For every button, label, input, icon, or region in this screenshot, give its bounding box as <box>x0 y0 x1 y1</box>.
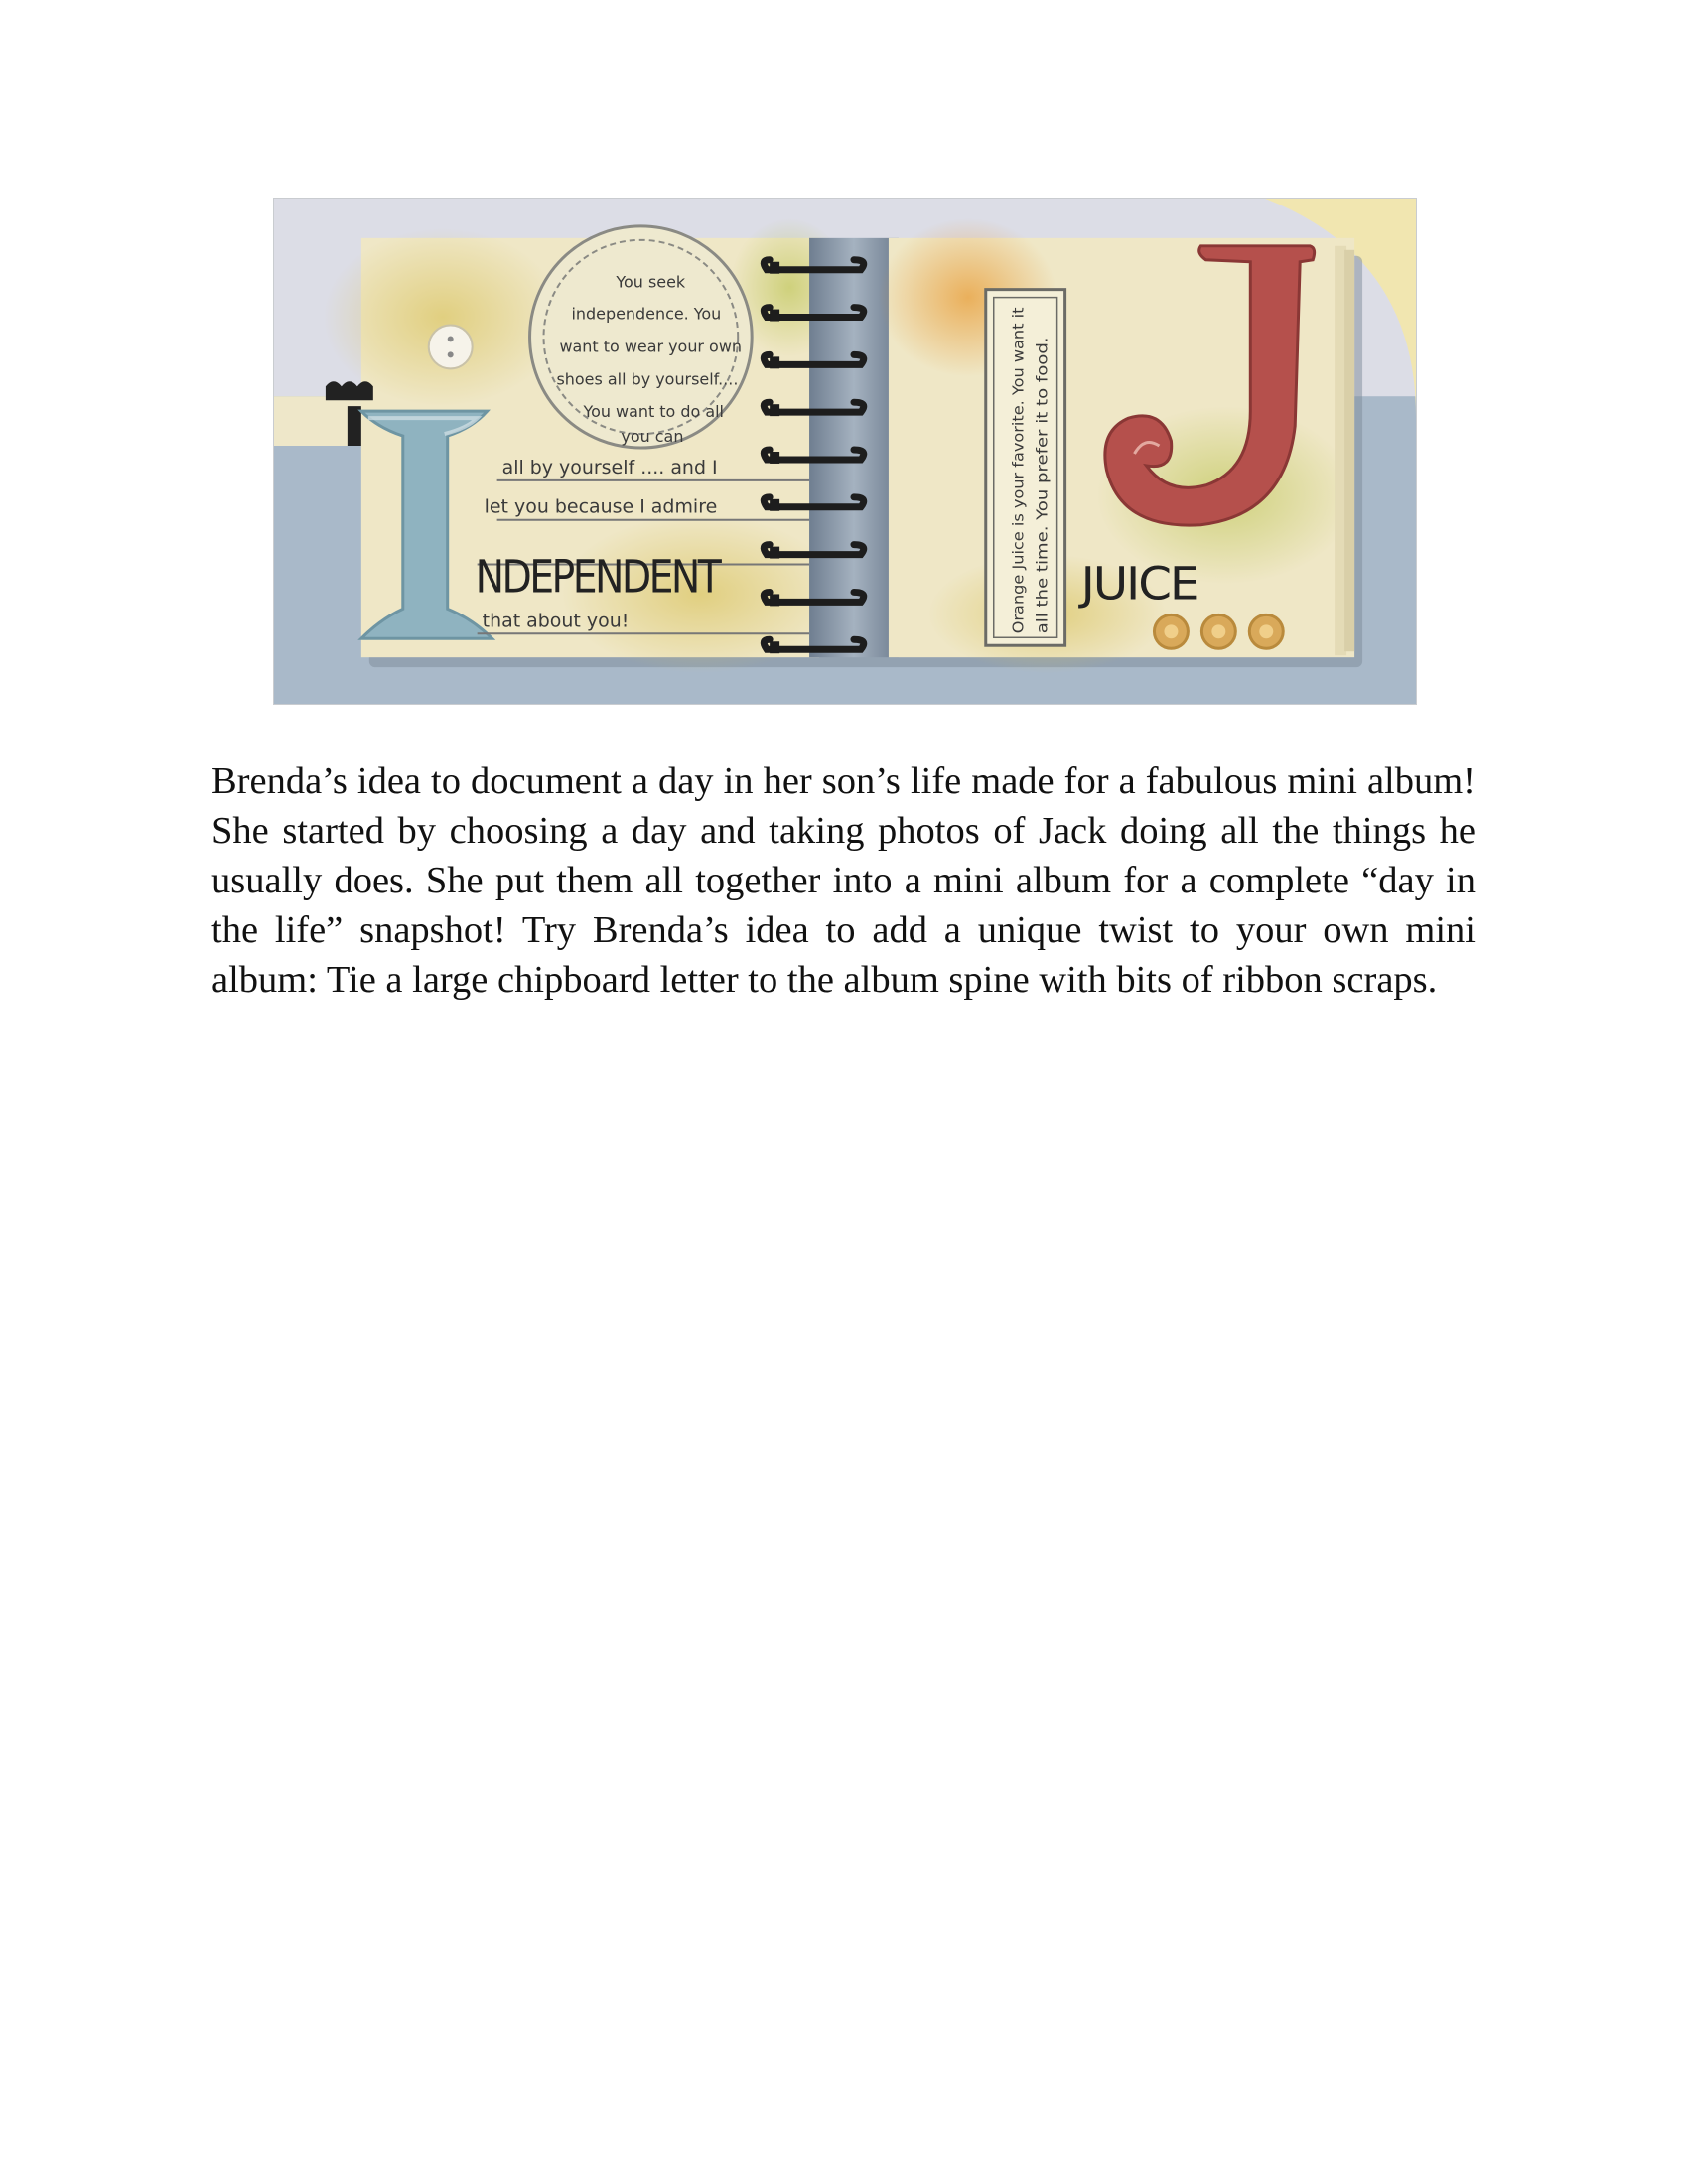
vertical-journal-line: Orange Juice is your favorite. You want it <box>1009 332 1028 634</box>
album-photo <box>273 198 1417 705</box>
stamp-line: You want to do all <box>583 402 724 422</box>
journal-footer: that about you! <box>482 610 630 632</box>
vertical-journal-line: all the time. You prefer it to food. <box>1033 388 1052 634</box>
body-paragraph: Brenda’s idea to document a day in her son’s life made for a fabulous mini album! She started by choosing a day and taking photos of Jack doing all the things he usually does. She put them all together into a mini album for a complete “day in the life” snapshot! Try Brenda’s idea to add a unique twist to your own mini album: Tie a large chipboard letter to the album spine with bits of ribbon scraps. <box>211 760 1476 1001</box>
brad-embellishments <box>1154 614 1283 648</box>
stamp-line: You seek <box>616 272 686 292</box>
stamp-line: you can <box>621 427 684 447</box>
circle-stamp <box>530 226 753 448</box>
right-page <box>879 218 1354 673</box>
stamp-line: independence. You <box>571 304 722 324</box>
stamp-line: shoes all by yourself.... <box>556 369 739 389</box>
button-embellishment <box>429 325 473 368</box>
journal-line: all by yourself .... and I <box>501 456 718 478</box>
journal-line: let you because I admire <box>484 495 718 518</box>
stamp-line: want to wear your own <box>559 337 742 356</box>
vertical-journal-tag <box>986 290 1065 646</box>
juice-title: JUICE <box>1077 556 1198 611</box>
independent-title: NDEPENDENT <box>475 549 723 604</box>
